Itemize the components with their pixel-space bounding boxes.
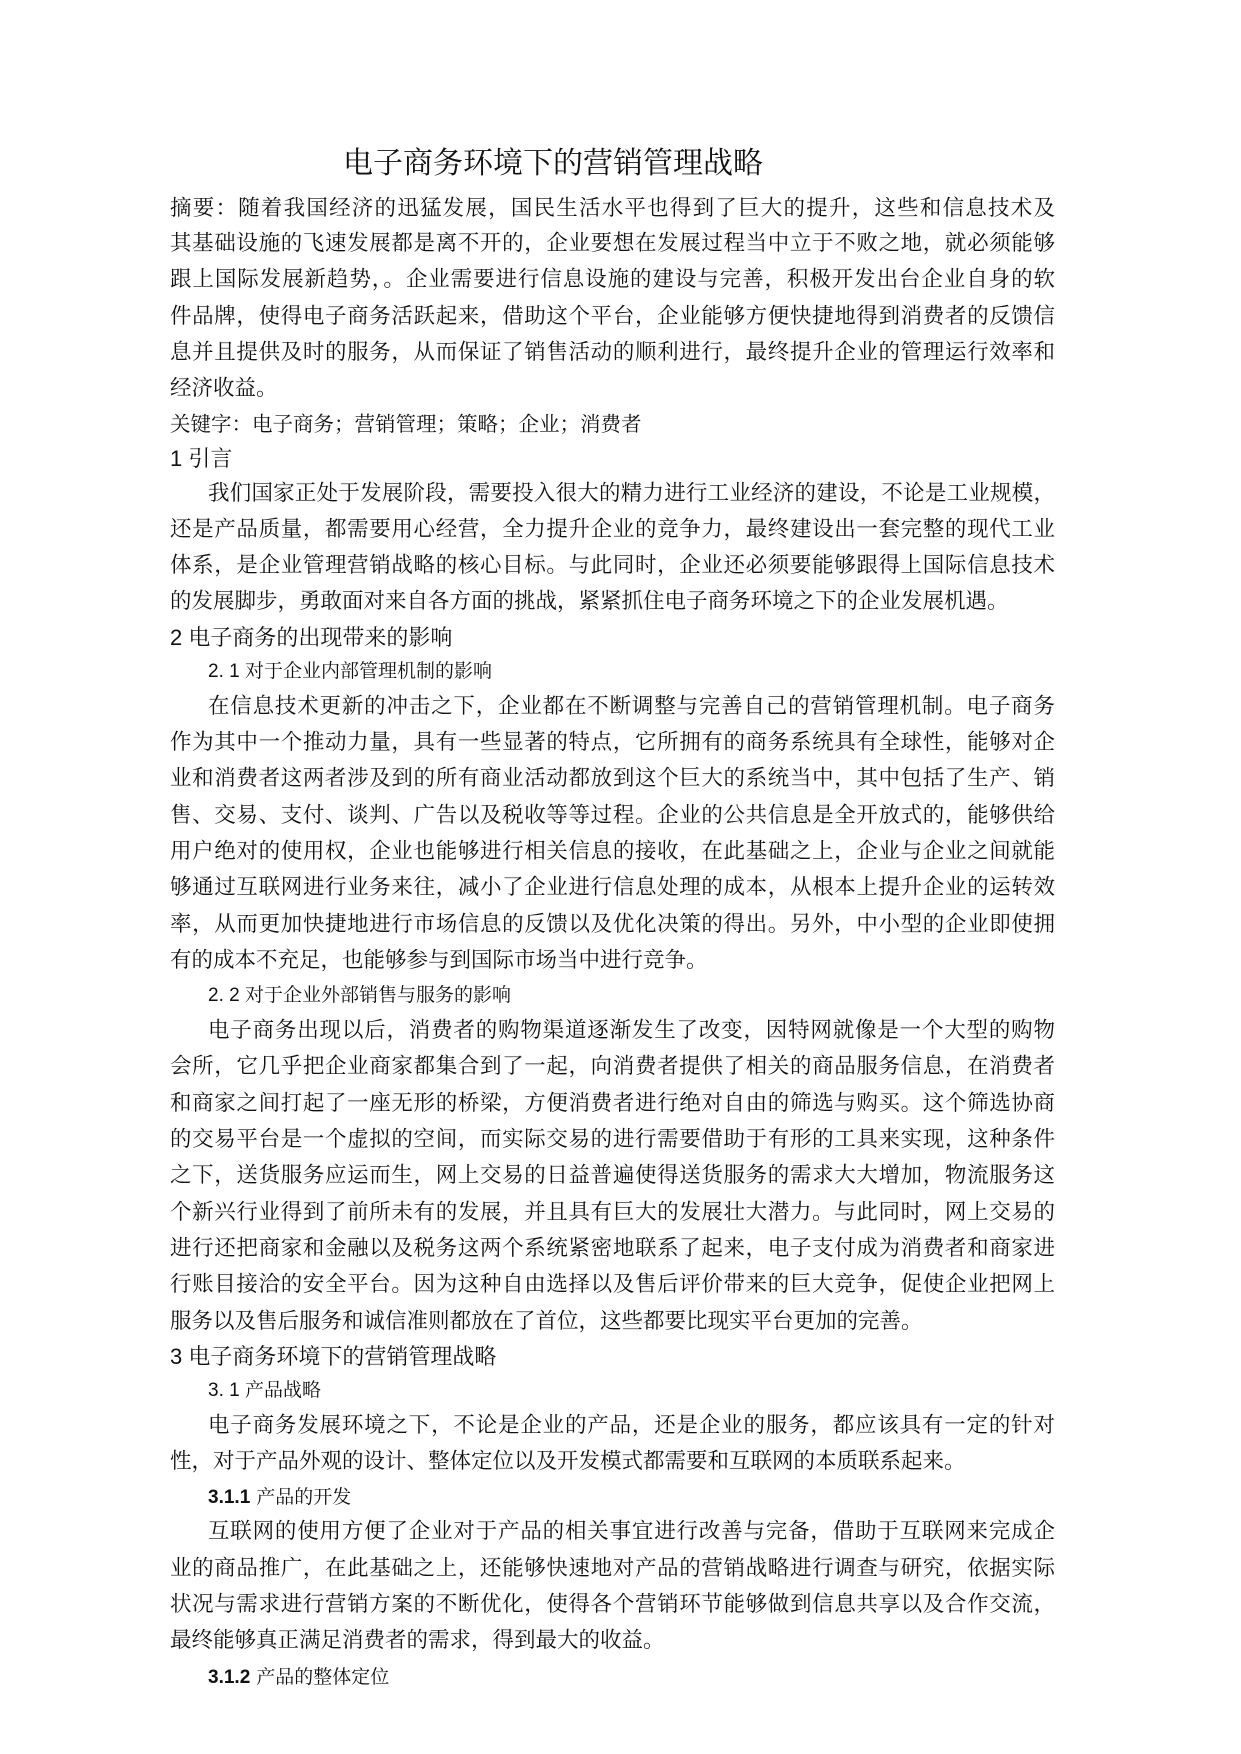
paragraph-line: 和商家之间打起了一座无形的桥梁，方便消费者进行绝对自由的筛选与购买。这个筛选协商 <box>170 1090 1055 1116</box>
subsection-heading: 2. 1 对于企业内部管理机制的影响 <box>208 660 492 682</box>
subsection-title: 产品的整体定位 <box>256 1665 390 1688</box>
subsection-3-1-1 <box>170 1480 1055 1659</box>
subsection-heading: 2. 2 对于企业外部销售与服务的影响 <box>208 985 511 1007</box>
paragraph-line: 在信息技术更新的冲击之下，企业都在不断调整与完善自己的营销管理机制。电子商务 <box>208 693 1055 719</box>
section-2 <box>170 621 1055 1340</box>
abstract <box>170 190 1055 408</box>
paragraph-line: 会所，它几乎把企业商家都集合到了一起，向消费者提供了相关的商品服务信息，在消费者 <box>170 1054 1055 1080</box>
subsection-number: 3.1.1 <box>208 1487 251 1509</box>
paragraph-line: 行账目接洽的安全平台。因为这种自由选择以及售后评价带来的巨大竞争，促使企业把网上 <box>170 1272 1055 1298</box>
subsection-heading: 3. 1 产品战略 <box>208 1379 321 1401</box>
paragraph-line: 最终能够真正满足消费者的需求，得到最大的收益。 <box>170 1628 665 1654</box>
subsection-title: 产品的开发 <box>256 1486 352 1509</box>
paragraph-line: 体系，是企业管理营销战略的核心目标。与此同时，企业还必须要能够跟得上国际信息技术 <box>170 553 1055 579</box>
paragraph-line: 售、交易、支付、谈判、广告以及税收等等过程。企业的公共信息是全开放式的，能够供给 <box>170 802 1055 828</box>
keywords-text: 电子商务；营销管理；策略；企业；消费者 <box>252 412 642 436</box>
abstract-text: 随着我国经济的迅猛发展，国民生活水平也得到了巨大的提升，这些和信息技术及 <box>238 195 1055 221</box>
section-1 <box>170 442 1055 621</box>
paragraph <box>170 476 1055 621</box>
subsection-3-1 <box>170 1374 1055 1694</box>
paragraph-line: 有的成本不充足，也能够参与到国际市场当中进行竞争。 <box>170 947 708 973</box>
paragraph-line: 电子商务出现以后，消费者的购物渠道逐渐发生了改变，因特网就像是一个大型的购物 <box>208 1018 1055 1044</box>
document-body <box>170 146 1055 1694</box>
abstract-line <box>170 190 1055 226</box>
abstract-line: 跟上国际发展新趋势，。企业需要进行信息设施的建设与完善，积极开发出台企业自身的软 <box>170 267 1055 293</box>
paragraph-line: 够通过互联网进行业务来往，减小了企业进行信息处理的成本，从根本上提升企业的运转效 <box>170 875 1055 901</box>
section-heading: 1 引言 <box>170 445 233 471</box>
subsection-2-2 <box>170 979 1055 1340</box>
abstract-line: 其基础设施的飞速发展都是离不开的，企业要想在发展过程当中立于不败之地，就必须能够 <box>170 231 1055 257</box>
paragraph-line: 个新兴行业得到了前所未有的发展，并且具有巨大的发展壮大潜力。与此同时，网上交易的 <box>170 1199 1055 1225</box>
subsection-number: 3.1.2 <box>208 1666 251 1688</box>
paragraph-line: 用户绝对的使用权，企业也能够进行相关信息的接收，在此基础之上，企业与企业之间就能 <box>170 838 1055 864</box>
paragraph <box>170 1408 1055 1481</box>
paragraph-line: 互联网的使用方便了企业对于产品的相关事宜进行改善与完备，借助于互联网来完成企 <box>208 1519 1055 1545</box>
paragraph-line: 的交易平台是一个虚拟的空间，而实际交易的进行需要借助于有形的工具来实现，这种条件 <box>170 1127 1055 1153</box>
page-title: 电子商务环境下的营销管理战略 <box>343 147 763 180</box>
subsection-heading <box>170 1660 1055 1694</box>
keywords <box>170 408 1055 442</box>
paragraph-line: 性，对于产品外观的设计、整体定位以及开发模式都需要和互联网的本质联系起来。 <box>170 1449 966 1475</box>
paragraph-line: 之下，送货服务应运而生，网上交易的日益普遍使得送货服务的需求大大增加，物流服务这 <box>170 1163 1055 1189</box>
paragraph-line: 业和消费者这两者涉及到的所有商业活动都放到这个巨大的系统当中，其中包括了生产、销 <box>170 766 1055 792</box>
paragraph-line: 还是产品质量，都需要用心经营，全力提升企业的竞争力，最终建设出一套完整的现代工业 <box>170 516 1055 542</box>
paragraph-line: 我们国家正处于发展阶段，需要投入很大的精力进行工业经济的建设，不论是工业规模， <box>208 480 1055 506</box>
paragraph-line: 进行还把商家和金融以及税务这两个系统紧密地联系了起来，电子支付成为消费者和商家进 <box>170 1235 1055 1261</box>
abstract-line: 息并且提供及时的服务，从而保证了销售活动的顺利进行，最终提升企业的管理运行效率和 <box>170 339 1055 365</box>
paragraph <box>170 1514 1055 1659</box>
subsection-3-1-2 <box>170 1660 1055 1694</box>
paragraph <box>170 689 1055 979</box>
abstract-label: 摘要： <box>170 195 239 220</box>
paragraph-line: 业的商品推广，在此基础之上，还能够快速地对产品的营销战略进行调查与研究，依据实际 <box>170 1555 1055 1581</box>
section-heading: 3 电子商务环境下的营销管理战略 <box>170 1343 497 1369</box>
subsection-heading <box>170 1480 1055 1514</box>
paragraph-line: 的发展脚步，勇敢面对来自各方面的挑战，紧紧抓住电子商务环境之下的企业发展机遇。 <box>170 589 1009 615</box>
paragraph-line: 电子商务发展环境之下，不论是企业的产品，还是企业的服务，都应该具有一定的针对 <box>208 1412 1055 1438</box>
paragraph-line: 作为其中一个推动力量，具有一些显著的特点，它所拥有的商务系统具有全球性，能够对企 <box>170 730 1055 756</box>
section-heading: 2 电子商务的出现带来的影响 <box>170 624 453 650</box>
paragraph-line: 服务以及售后服务和诚信准则都放在了首位，这些都要比现实平台更加的完善。 <box>170 1308 923 1334</box>
abstract-line: 经济收益。 <box>170 376 278 402</box>
abstract-line: 件品牌，使得电子商务活跃起来，借助这个平台，企业能够方便快捷地得到消费者的反馈信 <box>170 303 1055 329</box>
paragraph-line: 状况与需求进行营销方案的不断优化，使得各个营销环节能够做到信息共享以及合作交流， <box>170 1592 1055 1617</box>
subsection-2-1 <box>170 655 1055 979</box>
paragraph <box>170 1013 1055 1340</box>
keywords-label: 关键字： <box>170 412 252 436</box>
section-3 <box>170 1340 1055 1694</box>
paragraph-line: 率，从而更加快捷地进行市场信息的反馈以及优化决策的得出。另外，中小型的企业即使拥 <box>170 911 1055 937</box>
